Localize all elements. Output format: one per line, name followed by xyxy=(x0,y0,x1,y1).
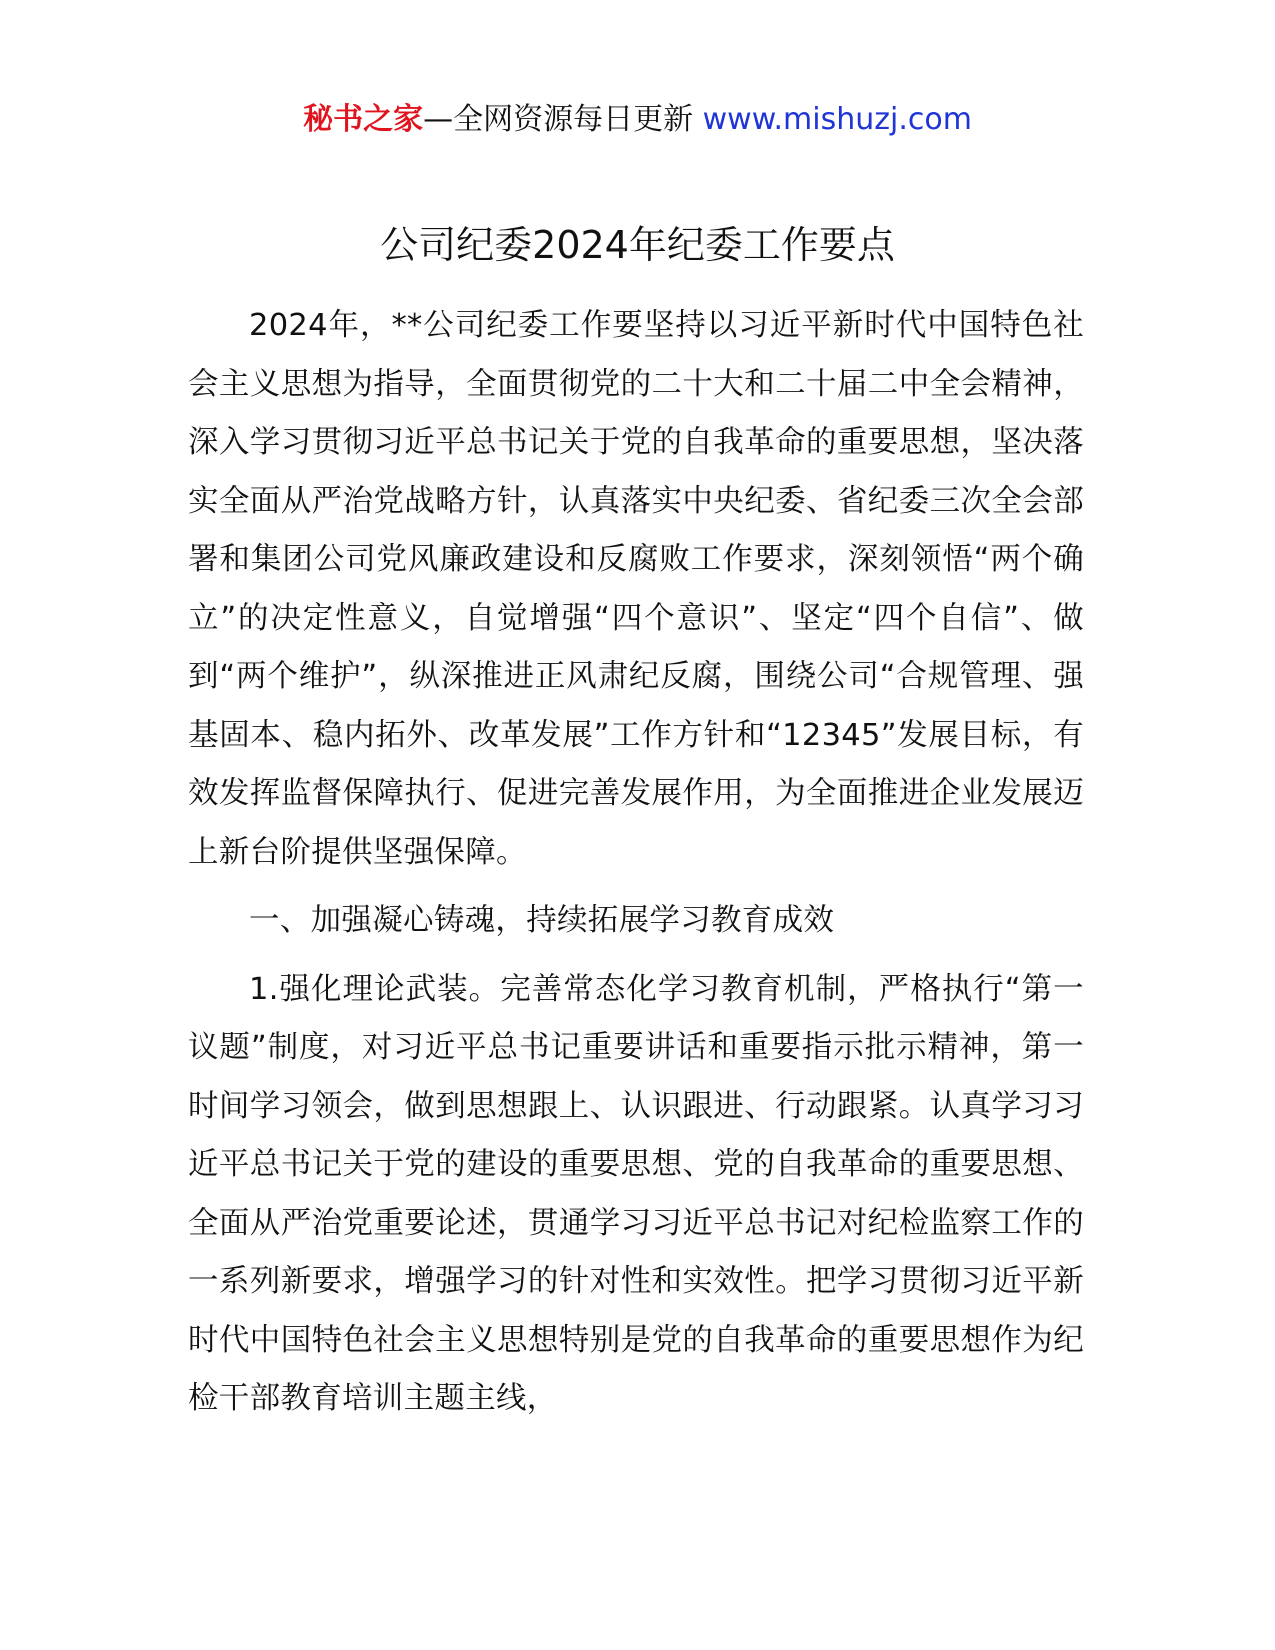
brand-name: 秘书之家 xyxy=(303,102,424,137)
page-header xyxy=(0,100,1275,140)
intro-paragraph: 2024年，**公司纪委工作要坚持以习近平新时代中国特色社会主义思想为指导，全面贯彻党的二十大和二十届二中全会精神，深入学习贯彻习近平总书记关于党的自我革命的重要思想，坚决落实全面从严治党战略方针，认真落实中央纪委、省纪委三次全会部署和集团公司党风廉政建设和反腐败工作要求，深刻领悟“两个确立”的决定性意义，自觉增强“四个意识”、坚定“四个自信”、做到“两个维护”，纵深推进正风肃纪反腐，围绕公司“合规管理、强基固本、稳内拓外、改革发展”工作方针和“12345”发展目标，有效发挥监督保障执行、促进完善发展作用，为全面推进企业发展迈上新台阶提供坚强保障。 xyxy=(188,308,1084,870)
document-title: 公司纪委2024年纪委工作要点 xyxy=(380,223,895,267)
header-url-link[interactable]: www.mishuzj.com xyxy=(702,102,972,137)
document-body xyxy=(188,297,1084,1429)
item-paragraph-1: 1.强化理论武装。完善常态化学习教育机制，严格执行“第一议题”制度，对习近平总书记重要讲话和重要指示批示精神，第一时间学习领会，做到思想跟上、认识跟进、行动跟紧。认真学习习近平总书记关于党的建设的重要思想、党的自我革命的重要思想、全面从严治党重要论述，贯通学习习近平总书记对纪检监察工作的一系列新要求，增强学习的针对性和实效性。把学习贯彻习近平新时代中国特色社会主义思想特别是党的自我革命的重要思想作为纪检干部教育培训主题主线， xyxy=(188,971,1084,1416)
header-tagline: —全网资源每日更新 xyxy=(423,102,703,137)
section-heading-1: 一、加强凝心铸魂，持续拓展学习教育成效 xyxy=(249,903,835,938)
